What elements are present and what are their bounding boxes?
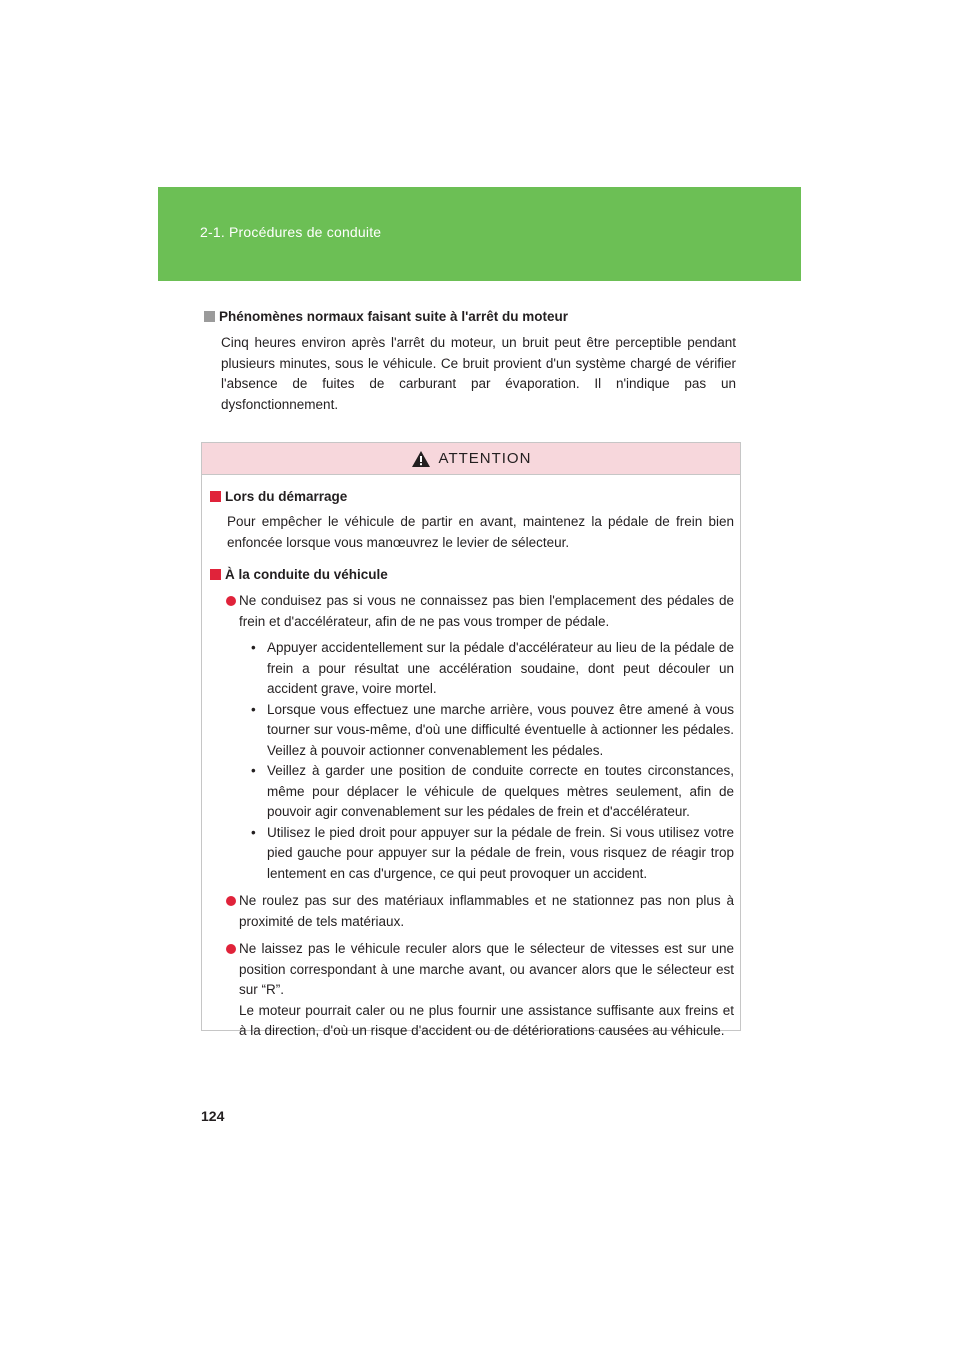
dot-bullet-icon: • [251,640,256,655]
intro-heading-text: Phénomènes normaux faisant suite à l'arrêt du moteur [219,309,569,324]
list-item-note: Le moteur pourrait caler ou ne plus fournir une assistance suffisante aux freins et à la direction, d'où un risque d'accident ou de détériorations causées au véhicule. [239,1002,734,1038]
dot-bullet-icon: • [251,824,256,840]
list-item [210,891,734,932]
header-band [158,187,801,281]
warning-heading-start-text: Lors du démarrage [225,489,348,504]
circle-bullet-icon [226,596,236,606]
warning-heading-driving [210,565,734,585]
sub-list-item-text: Veillez à garder une position de conduite correcte en toutes circonstances, même pour déplacer le véhicule de quelques mètres seulement, afin de pouvoir agir convenablement sur les pédales de frein et d'accélérateur. [267,763,734,819]
sub-list-item [247,761,734,823]
warning-header [202,443,740,475]
list-item [210,591,734,884]
warning-list [210,591,734,1042]
warning-box [201,442,741,1038]
sub-list-item [247,823,734,885]
page-number: 124 [201,1108,225,1124]
sub-list-item-text: Lorsque vous effectuez une marche arrière, vous pouvez être amené à vous tourner sur vous-même, d'où une difficulté éventuelle à actionner les pédales. Veillez à pouvoir actionner convenablement les pédales. [267,701,734,758]
square-icon [210,491,221,502]
dot-bullet-icon: • [251,763,256,778]
warning-content [202,475,740,1042]
sub-list-item-text: Appuyer accidentellement sur la pédale d'accélérateur au lieu de la pédale de frein a pour résultat une accélération soudaine, dont peut découler un accident grave, voire mortel. [267,640,734,696]
intro-section [204,307,736,415]
sub-list-item [247,638,734,700]
list-item-text: Ne laissez pas le véhicule reculer alors que le sélecteur de vitesses est sur une position correspondant à une marche avant, ou avancer alors que le sélecteur est sur “R”. [239,941,734,997]
intro-body: Cinq heures environ après l'arrêt du moteur, un bruit peut être perceptible pendant plusieurs minutes, sous le véhicule. Ce bruit provient d'un système chargé de vérifier l'absence de fuites de carburant par évaporation. Il n'indique pas un dysfonctionnement. [221,335,736,412]
sub-list-item [247,700,734,762]
list-item [210,939,734,1042]
circle-bullet-icon [226,896,236,906]
warning-heading-driving-text: À la conduite du véhicule [225,567,388,582]
circle-bullet-icon [226,944,236,954]
list-item-text: Ne conduisez pas si vous ne connaissez pas bien l'emplacement des pédales de frein et d'accélérateur, afin de ne pas vous tromper de pédale. [239,593,734,629]
list-item-text: Ne roulez pas sur des matériaux inflammables et ne stationnez pas non plus à proximité de tels matériaux. [239,893,734,929]
sub-list-item-text: Utilisez le pied droit pour appuyer sur la pédale de frein. Si vous utilisez votre pied gauche pour appuyer sur la pédale de frein, vous risquez de réagir trop lentement en cas d'urgence, ce qui peut provoquer un accident. [267,824,734,881]
warning-body-start: Pour empêcher le véhicule de partir en avant, maintenez la pédale de frein bien enfoncée lorsque vous manœuvrez le levier de sélecteur. [227,514,734,550]
section-title: 2-1. Procédures de conduite [200,224,382,240]
warning-triangle-icon [411,450,431,468]
sub-list [239,638,734,884]
intro-heading [204,307,736,327]
warning-heading-start [210,487,734,507]
dot-bullet-icon: • [251,701,256,717]
warning-title: ATTENTION [438,450,532,467]
square-icon [210,569,221,580]
square-icon [204,311,215,322]
